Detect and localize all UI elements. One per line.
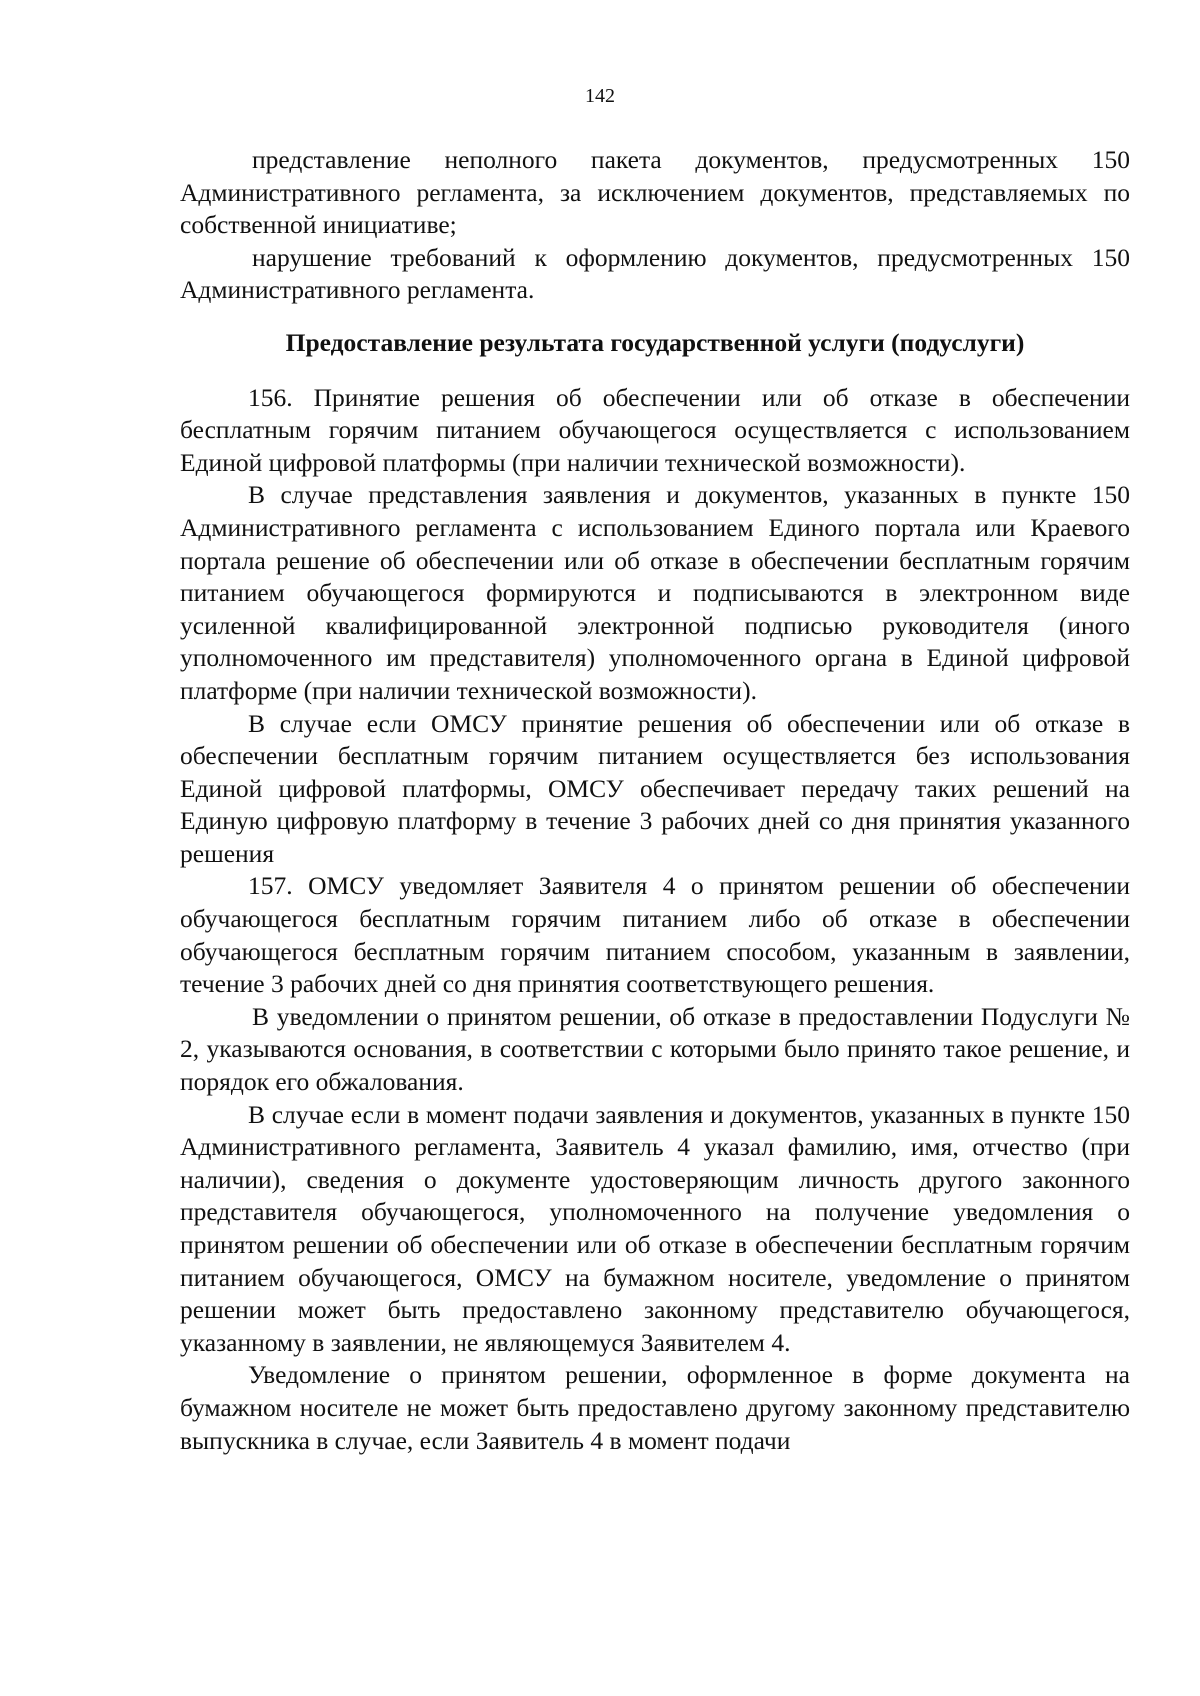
page-number: 142	[585, 85, 615, 107]
paragraph-refusal-grounds: В уведомлении о принятом решении, об отказе в предоставлении Подуслуги № 2, указываются основания, в соответствии с которыми было принято такое решение, и порядок его обжалования.	[180, 1001, 1130, 1097]
section-heading: Предоставление результата государственной услуги (подуслуги)	[285, 327, 1025, 357]
paragraph-157: 157. ОМСУ уведомляет Заявителя 4 о принятом решении об обеспечении обучающегося бесплатным горячим питанием либо об отказе в обеспечении обучающегося бесплатным горячим питанием способом, указанным в заявлении, течение 3 рабочих дней со дня принятия соответствующего решения.	[180, 871, 1130, 999]
paragraph-other-representative: В случае если в момент подачи заявления и документов, указанных в пункте 150 Административного регламента, Заявитель 4 указал фамилию, имя, отчество (при наличии), сведения о документе удостоверяющим личность другого законного представителя обучающегося, уполномоченного на получение уведомления о принятом решении об обеспечении или об отказе в обеспечении бесплатным горячим питанием обучающегося, ОМСУ на бумажном носителе, уведомление о принятом решении может быть предоставлено законному представителю обучающегося, указанному в заявлении, не являющемуся Заявителем 4.	[180, 1099, 1130, 1357]
paragraph-requirements-violation: нарушение требований к оформлению документов, предусмотренных 150 Административного регламента.	[180, 242, 1130, 305]
paragraph-incomplete-package: представление неполного пакета документов, предусмотренных 150 Административного регламента, за исключением документов, представляемых по собственной инициативе;	[180, 145, 1130, 240]
paragraph-156: 156. Принятие решения об обеспечении или об отказе в обеспечении бесплатным горячим питанием обучающегося осуществляется с использованием Единой цифровой платформы (при наличии технической возможности).	[180, 382, 1130, 477]
document-body	[180, 144, 1130, 1457]
paragraph-omsu-transfer: В случае если ОМСУ принятие решения об обеспечении или об отказе в обеспечении бесплатным горячим питанием осуществляется без использования Единой цифровой платформы, ОМСУ обеспечивает передачу таких решений на Единую цифровую платформу в течение 3 рабочих дней со дня принятия указанного решения	[180, 708, 1130, 868]
paragraph-paper-notice: Уведомление о принятом решении, оформленное в форме документа на бумажном носителе не может быть предоставлено другому законному представителю выпускника в случае, если Заявитель 4 в момент подачи	[180, 1360, 1130, 1455]
paragraph-electronic-signature: В случае представления заявления и документов, указанных в пункте 150 Административного регламента с использованием Единого портала или Краевого портала решение об обеспечении или об отказе в обеспечении бесплатным горячим питанием обучающегося формируются и подписываются в электронном виде усиленной квалифицированной электронной подписью руководителя (иного уполномоченного им представителя) уполномоченного органа в Единой цифровой платформе (при наличии технической возможности).	[180, 480, 1130, 705]
